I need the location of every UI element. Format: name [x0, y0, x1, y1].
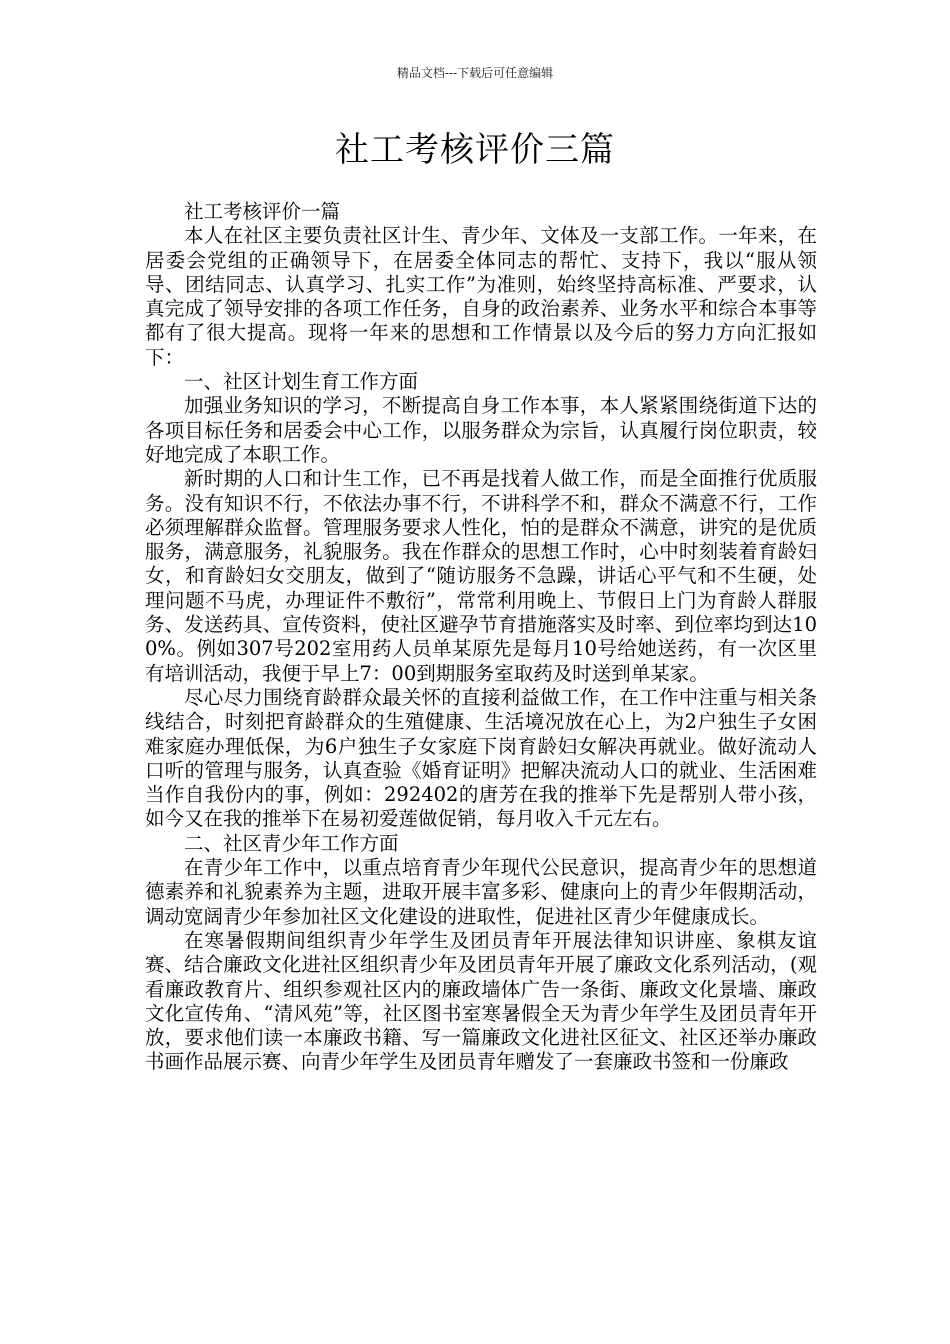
section-heading-family-planning: 一、社区计划生育工作方面 [184, 370, 419, 394]
paragraph-intro: 本人在社区主要负责社区计生、青少年、文体及一支部工作。一年来，在居委会党组的正确领导下，在居委全体同志的帮忙、支持下，我以“服从领导、团结同志、认真学习、扎实工作”为准则，始终坚持高标准、严要求，认真完成了领导安排的各项工作任务，自身的政治素养、业务水平和综合本事等都有了很大提高。现将一年来的思想和工作情景以及今后的努力方向汇报如下： [145, 224, 817, 369]
paragraph: 尽心尽力围绕育龄群众最关怀的直接利益做工作，在工作中注重与相关条线结合，时刻把育龄群众的生殖健康、生活境况放在心上，为2户独生子女困难家庭办理低保，为6户独生子女家庭下岗育龄妇女解决再就业。做好流动人口听的管理与服务，认真查验《婚育证明》把解决流动人口的就业、生活困难当作自我份内的事，例如：292402的唐芳在我的推举下先是帮别人带小孩，如今又在我的推举下在易初爱莲做促销，每月收入千元左右。 [145, 685, 817, 831]
header-note: 精品文档---下载后可任意编辑 [396, 66, 554, 80]
document-body [145, 200, 817, 1075]
paragraph: 新时期的人口和计生工作，已不再是找着人做工作，而是全面推行优质服务。没有知识不行，不依法办事不行，不讲科学不和，群众不满意不行，工作必须理解群众监督。管理服务要求人性化，怕的是群众不满意，讲究的是优质服务，满意服务，礼貌服务。我在作群众的思想工作时，心中时刻装着育龄妇女，和育龄妇女交朋友，做到了“随访服务不急躁，讲话心平气和不生硬，处理问题不马虎，办理证件不敷衍”，常常利用晚上、节假日上门为育龄人群服务、发送药具、宣传资料，使社区避孕节育措施落实及时率、到位率均到达100%。例如307号202室用药人员单某原先是每月10号给她送药，有一次区里有培训活动，我便于早上7：00到期服务室取药及时送到单某家。 [145, 467, 817, 685]
document-title: 社工考核评价三篇 [335, 130, 615, 170]
paragraph: 在寒暑假期间组织青少年学生及团员青年开展法律知识讲座、象棋友谊赛、结合廉政文化进社区组织青少年及团员青年开展了廉政文化系列活动，(观看廉政教育片、组织参观社区内的廉政墙体广告一条街、廉政文化景墙、廉政文化宣传角、“清风苑”等，社区图书室寒暑假全天为青少年学生及团员青年开放，要求他们读一本廉政书籍、写一篇廉政文化进社区征文、社区还举办廉政书画作品展示赛、向青少年学生及团员青年赠发了一套廉政书签和一份廉政 [145, 928, 817, 1074]
paragraph: 加强业务知识的学习，不断提高自身工作本事，本人紧紧围绕街道下达的各项目标任务和居委会中心工作，以服务群众为宗旨，认真履行岗位职责，较好地完成了本职工作。 [145, 394, 817, 466]
section-heading-1: 社工考核评价一篇 [184, 200, 341, 223]
paragraph: 在青少年工作中，以重点培育青少年现代公民意识，提高青少年的思想道德素养和礼貌素养为主题，进取开展丰富多彩、健康向上的青少年假期活动，调动宽阔青少年参加社区文化建设的进取性，促进社区青少年健康成长。 [145, 856, 817, 928]
section-heading-youth: 二、社区青少年工作方面 [184, 831, 399, 855]
